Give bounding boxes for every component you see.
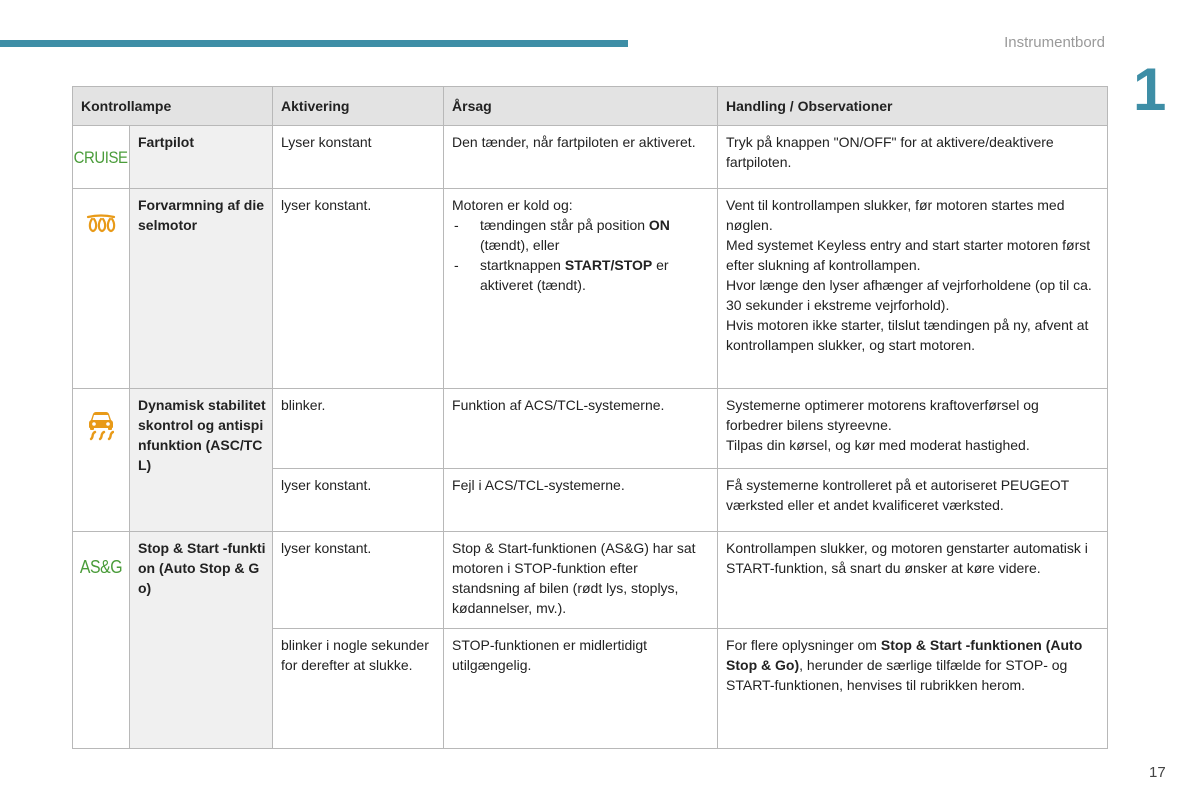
cause-cell: Funktion af ACS/TCL-systemerne. [444, 389, 718, 469]
list-item: - tændingen står på position ON (tændt), eller [452, 215, 709, 255]
cause-cell: Den tænder, når fartpiloten er aktiveret. [444, 126, 718, 189]
icon-cell [73, 532, 130, 749]
chapter-number: 1 [1133, 56, 1167, 123]
cause-cell [444, 189, 718, 389]
cause-cell: STOP-funktionen er midlertidigt utilgængelig. [444, 629, 718, 749]
page-number: 17 [1149, 764, 1166, 781]
warning-lights-table [72, 86, 1108, 749]
column-header-kontrollampe: Kontrollampe [73, 87, 273, 126]
action-cell: Kontrollampen slukker, og motoren genstarter automatisk i START-funktion, så snart du ønsker at køre videre. [718, 532, 1108, 629]
stability-control-icon [88, 411, 114, 441]
table-row-stop-start [73, 532, 1108, 629]
column-header-arsag: Årsag [444, 87, 718, 126]
activation-cell: blinker i nogle sekunder for derefter at slukke. [273, 629, 444, 749]
activation-cell: Lyser konstant [273, 126, 444, 189]
cruise-control-icon: CRUISE [74, 147, 128, 167]
icon-cell [73, 389, 130, 532]
cause-list [452, 215, 709, 295]
table-row-forvarmning [73, 189, 1108, 389]
table-header-row [73, 87, 1108, 126]
cause-intro: Motoren er kold og: [452, 197, 573, 213]
icon-cell [73, 189, 130, 389]
header-accent-bar [0, 40, 628, 47]
lamp-name: Forvarmning af dieselmotor [130, 189, 273, 389]
action-cell: Tryk på knappen "ON/OFF" for at aktivere/deaktivere fartpiloten. [718, 126, 1108, 189]
cause-cell: Fejl i ACS/TCL-systemerne. [444, 469, 718, 532]
action-cell: For flere oplysninger om Stop & Start -funktionen (Auto Stop & Go), herunder de særlige tilfælde for STOP- og START-funktionen, henvises til rubrikken herom. [718, 629, 1108, 749]
action-cell: Vent til kontrollampen slukker, før motoren startes med nøglen. Med systemet Keyless entry and start starter motoren først efter slukning af kontrollampen. Hvor længe den lyser afhænger af vejrforholdene (op til ca. 30 sekunder i ekstreme vejrforhold). Hvis motoren ikke starter, tilslut tændingen på ny, afvent at kontrollampen slukker, og start motoren. [718, 189, 1108, 389]
activation-cell: lyser konstant. [273, 532, 444, 629]
list-item: - startknappen START/STOP er aktiveret (tændt). [452, 255, 709, 295]
action-cell: Systemerne optimerer motorens kraftoverførsel og forbedrer bilens styreevne. Tilpas din kørsel, og kør med moderat hastighed. [718, 389, 1108, 469]
lamp-name: Fartpilot [130, 126, 273, 189]
column-header-handling: Handling / Observationer [718, 87, 1108, 126]
icon-cell [73, 126, 130, 189]
table-row-stabilitet [73, 389, 1108, 469]
section-title: Instrumentbord [1004, 34, 1105, 51]
cause-cell: Stop & Start-funktionen (AS&G) har sat motoren i STOP-funktion efter standsning af bilen (rødt lys, stoplys, kødannelser, mv.). [444, 532, 718, 629]
activation-cell: lyser konstant. [273, 189, 444, 389]
action-cell: Få systemerne kontrolleret på et autoriseret PEUGEOT værksted eller et andet kvalificeret værksted. [718, 469, 1108, 532]
stop-start-icon: AS&G [79, 557, 123, 577]
diesel-preheat-icon [86, 214, 116, 234]
column-header-aktivering: Aktivering [273, 87, 444, 126]
lamp-name: Dynamisk stabilitetskontrol og antispinfunktion (ASC/TCL) [130, 389, 273, 532]
lamp-name: Stop & Start -funktion (Auto Stop & Go) [130, 532, 273, 749]
activation-cell: lyser konstant. [273, 469, 444, 532]
activation-cell: blinker. [273, 389, 444, 469]
table-row-fartpilot [73, 126, 1108, 189]
